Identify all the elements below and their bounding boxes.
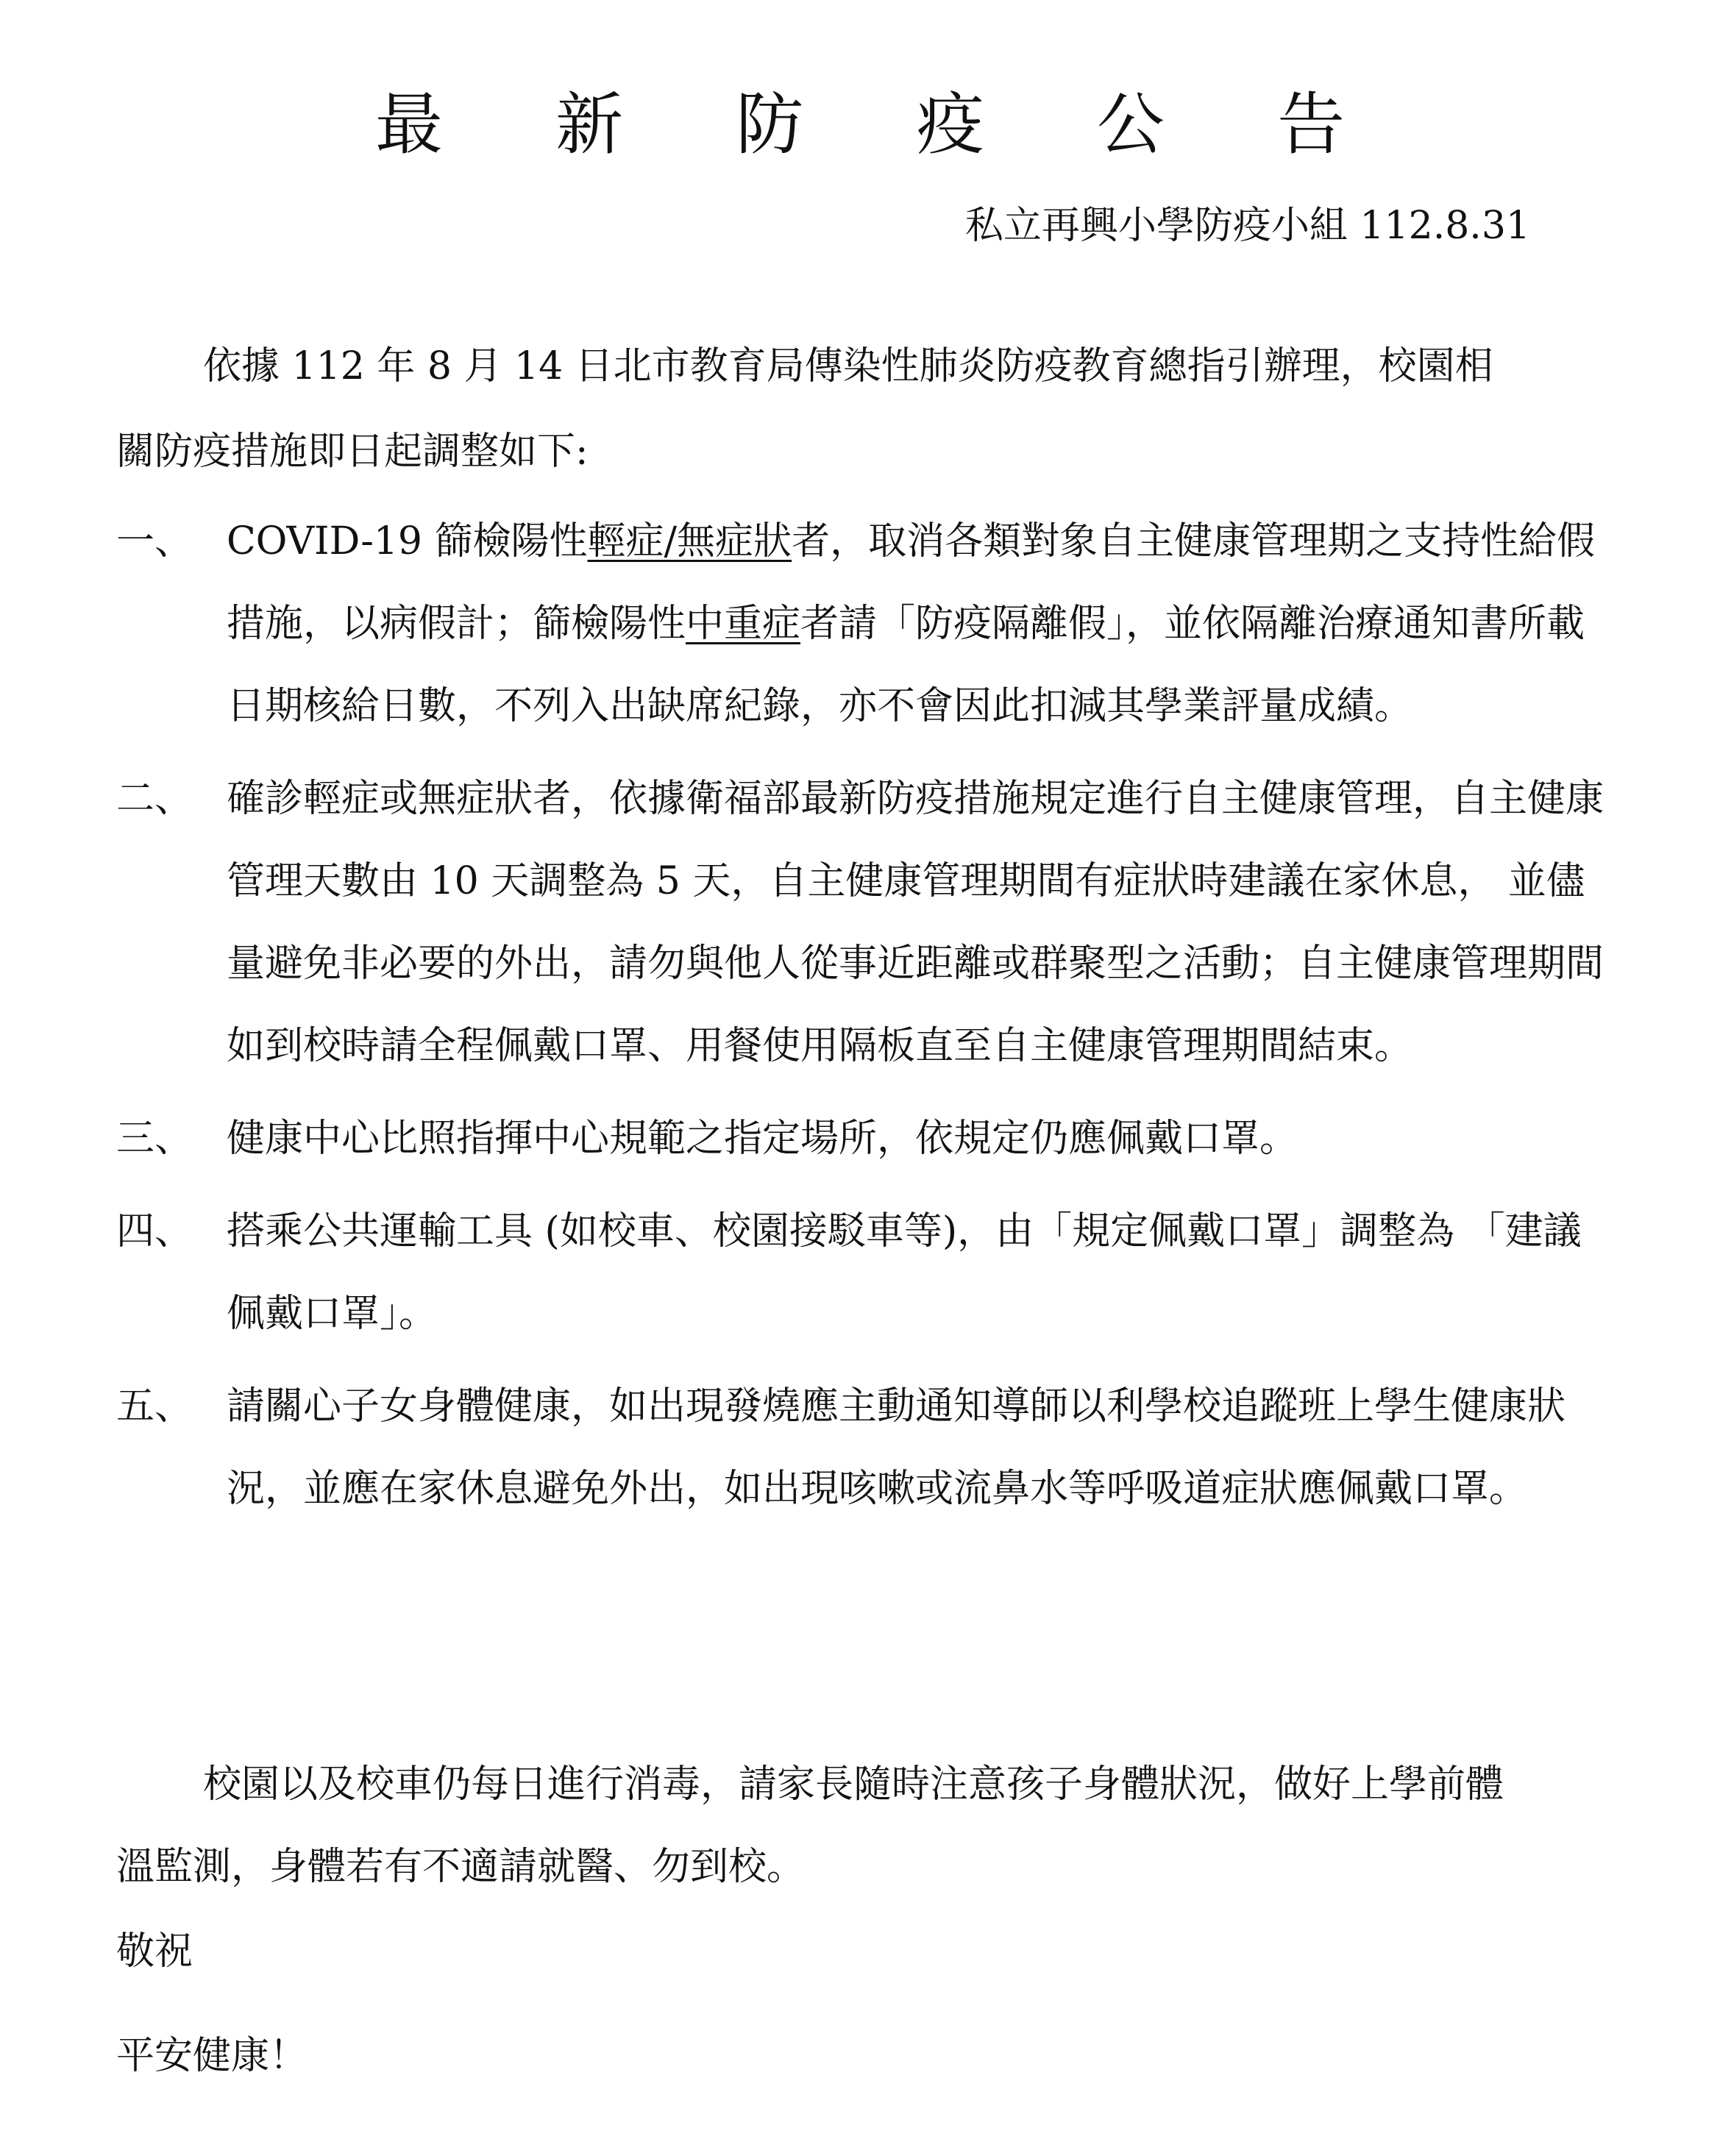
item-marker: 五、 [116, 1384, 193, 1429]
item-marker: 二、 [116, 777, 193, 821]
item-text-part: 者，取消各類對象自主健康管理期之支持性給假措施，以病假計；篩檢陽性 [227, 519, 1596, 646]
closing-paragraph: 校園以及校車仍每日進行消毒，請家長隨時注意孩子身體狀況，做好上學前體溫監測，身體若有不適請就醫、勿到校。 [116, 1762, 1504, 1889]
item-marker: 三、 [116, 1117, 193, 1161]
intro-paragraph: 依據 112 年 8 月 14 日北市教育局傳染性肺炎防疫教育總指引辦理，校園相關防疫措施即日起調整如下: [116, 344, 1493, 474]
page-title: 最 新 防 疫 公 告 [374, 85, 1391, 164]
underlined-term: 輕症/無症狀 [587, 519, 792, 563]
measures-list [116, 500, 1617, 1540]
item-marker: 四、 [116, 1209, 193, 1253]
salutation-line-2: 平安健康！ [116, 2034, 308, 2078]
item-text: 確診輕症或無症狀者，依據衛福部最新防疫措施規定進行自主健康管理，自主健康管理天數由 10 天調整為 5 天，自主健康管理期間有症狀時建議在家休息， 並儘量避免非必要的外出，請勿與他人從事近距離或群聚型之活動；自主健康管理期間如到校時請全程佩戴口罩、用餐使用隔板直至自主健康管理期間結束。 [227, 777, 1604, 1068]
item-text: 搭乘公共運輸工具 (如校車、校園接駁車等)，由「規定佩戴口罩」調整為 「建議佩戴口罩」。 [227, 1209, 1582, 1336]
list-item [116, 758, 1617, 1087]
item-marker: 一、 [116, 519, 193, 563]
item-text-part: COVID-19 篩檢陽性 [227, 519, 588, 563]
list-item [116, 1097, 1617, 1180]
list-item [116, 1365, 1617, 1530]
item-text: 請關心子女身體健康，如出現發燒應主動通知導師以利學校追蹤班上學生健康狀況，並應在家休息避免外出，如出現咳嗽或流鼻水等呼吸道症狀應佩戴口罩。 [227, 1384, 1566, 1511]
item-text [227, 500, 1617, 747]
list-item [116, 1190, 1617, 1355]
underlined-term: 中重症 [686, 602, 801, 646]
item-text-part: 者請「防疫隔離假」，並依隔離治療通知書所載日期核給日數，不列入出缺席紀錄，亦不會因此扣減其學業評量成績。 [227, 602, 1585, 728]
salutation-line-1: 敬祝 [116, 1929, 193, 1974]
item-text: 健康中心比照指揮中心規範之指定場所，依規定仍應佩戴口罩。 [227, 1117, 1298, 1161]
list-item [116, 500, 1617, 747]
issuer-and-date: 私立再興小學防疫小組 112.8.31 [964, 204, 1530, 248]
